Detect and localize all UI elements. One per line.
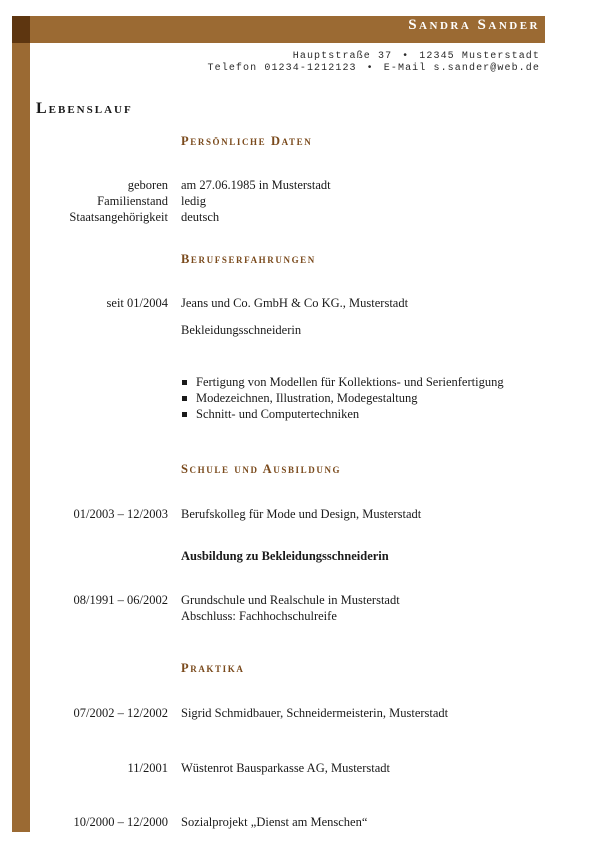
experience-employer bbox=[181, 295, 408, 311]
experience-task-list bbox=[181, 374, 504, 422]
contact-phone: Telefon 01234-1212123 bbox=[207, 63, 357, 74]
education-date bbox=[74, 506, 168, 522]
education-school-text: Grundschule und Realschule in Musterstadt bbox=[181, 593, 400, 607]
internship-date-text: 11/2001 bbox=[127, 761, 168, 775]
list-item bbox=[181, 390, 504, 406]
section-heading-internships: Praktika bbox=[181, 661, 245, 675]
bullet-icon bbox=[182, 396, 187, 401]
bullet-icon bbox=[182, 380, 187, 385]
internship-date bbox=[74, 705, 168, 721]
education-school-text: Berufskolleg für Mode und Design, Musterstadt bbox=[181, 507, 422, 521]
internship-date-text: 07/2002 – 12/2002 bbox=[73, 706, 168, 720]
contact-email: E-Mail s.sander@web.de bbox=[383, 63, 540, 74]
contact-street: Hauptstraße 37 bbox=[292, 51, 393, 62]
experience-position bbox=[181, 322, 301, 338]
label-nationality: Staatsangehörigkeit bbox=[69, 210, 168, 224]
internship-entry bbox=[181, 814, 367, 830]
contact-separator: • bbox=[402, 51, 410, 62]
experience-employer-text: Jeans und Co. GmbH & Co KG., Musterstadt bbox=[181, 296, 409, 310]
internship-date bbox=[127, 760, 168, 776]
contact-city: 12345 Musterstadt bbox=[419, 51, 540, 62]
personal-values bbox=[181, 177, 331, 225]
list-item bbox=[181, 374, 504, 390]
applicant-name: Sandra Sander bbox=[408, 17, 540, 33]
education-date-text: 01/2003 – 12/2003 bbox=[73, 507, 168, 521]
value-born: am 27.06.1985 in Musterstadt bbox=[181, 178, 331, 192]
label-born: geboren bbox=[127, 178, 168, 192]
personal-label bbox=[69, 177, 168, 225]
label-marital-status: Familienstand bbox=[97, 194, 168, 208]
education-date bbox=[74, 592, 168, 608]
header-corner-block bbox=[12, 16, 30, 43]
education-training-text: Ausbildung zu Bekleidungsschneiderin bbox=[181, 549, 389, 563]
section-heading-experience: Berufserfahrungen bbox=[181, 252, 316, 266]
education-school bbox=[181, 592, 400, 624]
contact-separator: • bbox=[366, 63, 374, 74]
task-text: Fertigung von Modellen für Kollektions- und Serienfertigung bbox=[196, 375, 504, 389]
value-marital-status: ledig bbox=[181, 194, 206, 208]
education-training bbox=[181, 548, 389, 564]
value-nationality: deutsch bbox=[181, 210, 220, 224]
list-item bbox=[181, 406, 504, 422]
section-heading-education: Schule und Ausbildung bbox=[181, 462, 342, 476]
internship-entry bbox=[181, 760, 390, 776]
task-text: Schnitt- und Computertechniken bbox=[196, 407, 360, 421]
experience-date bbox=[107, 295, 168, 311]
education-date-text: 08/1991 – 06/2002 bbox=[73, 593, 168, 607]
internship-text: Sigrid Schmidbauer, Schneidermeisterin, Musterstadt bbox=[181, 706, 449, 720]
internship-date-text: 10/2000 – 12/2000 bbox=[73, 815, 168, 829]
left-accent-bar bbox=[12, 16, 30, 832]
education-degree-text: Abschluss: Fachhochschulreife bbox=[181, 609, 337, 623]
document-title: Lebenslauf bbox=[36, 100, 133, 117]
education-school bbox=[181, 506, 421, 522]
bullet-icon bbox=[182, 412, 187, 417]
internship-text: Wüstenrot Bausparkasse AG, Musterstadt bbox=[181, 761, 390, 775]
internship-text: Sozialprojekt „Dienst am Menschen“ bbox=[181, 815, 368, 829]
contact-communication bbox=[208, 63, 540, 74]
internship-date bbox=[74, 814, 168, 830]
task-text: Modezeichnen, Illustration, Modegestaltung bbox=[196, 391, 418, 405]
experience-position-text: Bekleidungsschneiderin bbox=[181, 323, 302, 337]
experience-date-text: seit 01/2004 bbox=[106, 296, 168, 310]
internship-entry bbox=[181, 705, 448, 721]
section-heading-personal: Persönliche Daten bbox=[181, 134, 313, 148]
contact-address bbox=[293, 51, 540, 62]
